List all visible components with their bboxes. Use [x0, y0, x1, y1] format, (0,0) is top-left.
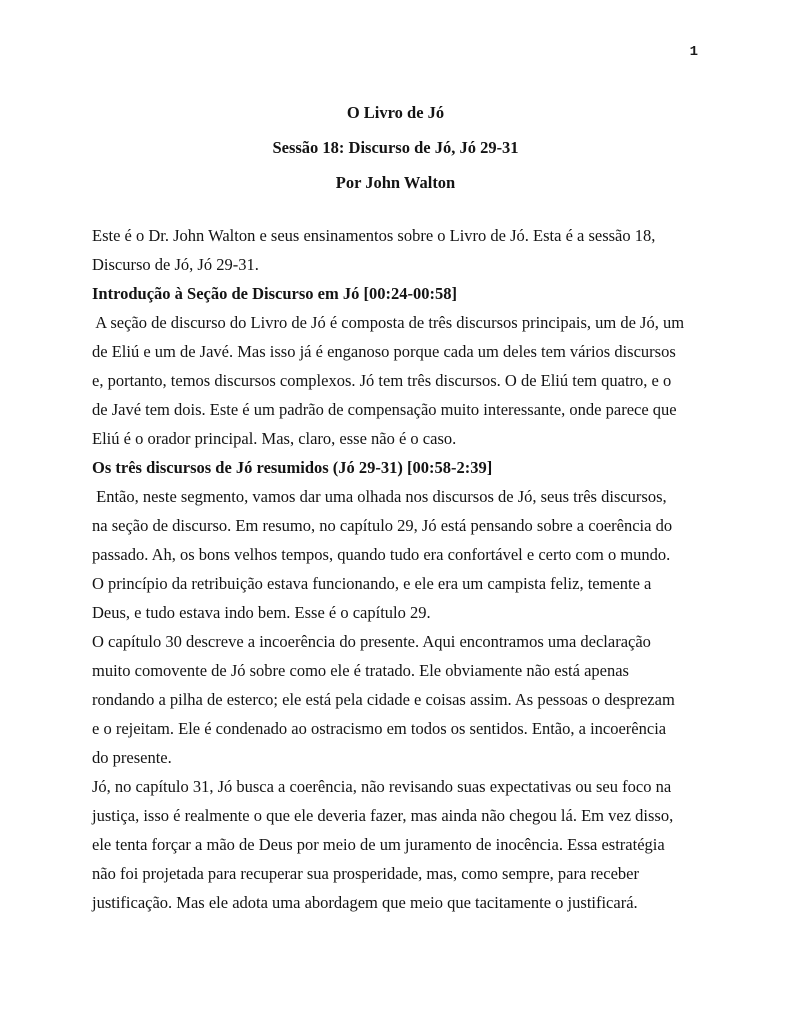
body-line: Deus, e tudo estava indo bem. Esse é o capítulo 29. — [92, 603, 431, 622]
page-number: 1 — [689, 44, 698, 60]
document-title: O Livro de Jó — [346, 103, 445, 122]
body-line: de Javé tem dois. Este é um padrão de compensação muito interessante, onde parece que — [92, 400, 677, 419]
body-line: rondando a pilha de esterco; ele está pela cidade e coisas assim. As pessoas o desprezam — [92, 690, 675, 709]
title-block — [0, 95, 791, 200]
document-subtitle: Sessão 18: Discurso de Jó, Jó 29-31 — [272, 138, 519, 157]
body-line: Jó, no capítulo 31, Jó busca a coerência, não revisando suas expectativas ou seu foco na — [92, 777, 672, 796]
body-line: O capítulo 30 descreve a incoerência do presente. Aqui encontramos uma declaração — [92, 632, 651, 651]
body-line: Discurso de Jó, Jó 29-31. — [92, 255, 259, 274]
body-line: Então, neste segmento, vamos dar uma olhada nos discursos de Jó, seus três discursos, — [92, 487, 667, 506]
body-line: justiça, isso é realmente o que ele deveria fazer, mas ainda não chegou lá. Em vez disso, — [92, 806, 674, 825]
body-line: e o rejeitam. Ele é condenado ao ostracismo em todos os sentidos. Então, a incoerência — [92, 719, 667, 738]
document-author: Por John Walton — [335, 173, 456, 192]
body-line: muito comovente de Jó sobre como ele é tratado. Ele obviamente não está apenas — [92, 661, 629, 680]
body-line: do presente. — [92, 748, 172, 767]
body-line: Este é o Dr. John Walton e seus ensinamentos sobre o Livro de Jó. Esta é a sessão 18, — [92, 226, 656, 245]
body-line: de Eliú e um de Javé. Mas isso já é enganoso porque cada um deles tem vários discursos — [92, 342, 676, 361]
body-line: não foi projetada para recuperar sua prosperidade, mas, como sempre, para receber — [92, 864, 639, 883]
section-heading: Os três discursos de Jó resumidos (Jó 29-31) [00:58-2:39] — [92, 458, 493, 477]
document-body — [92, 221, 708, 917]
body-line: e, portanto, temos discursos complexos. Jó tem três discursos. O de Eliú tem quatro, e o — [92, 371, 672, 390]
body-line: passado. Ah, os bons velhos tempos, quando tudo era confortável e certo com o mundo. — [92, 545, 671, 564]
body-line: ele tenta forçar a mão de Deus por meio de um juramento de inocência. Essa estratégia — [92, 835, 665, 854]
body-line: A seção de discurso do Livro de Jó é composta de três discursos principais, um de Jó, um — [92, 313, 685, 332]
body-line: O princípio da retribuição estava funcionando, e ele era um campista feliz, temente a — [92, 574, 652, 593]
body-line: justificação. Mas ele adota uma abordagem que meio que tacitamente o justificará. — [92, 893, 638, 912]
section-heading: Introdução à Seção de Discurso em Jó [00:24-00:58] — [92, 284, 457, 303]
body-line: na seção de discurso. Em resumo, no capítulo 29, Jó está pensando sobre a coerência do — [92, 516, 673, 535]
body-line: Eliú é o orador principal. Mas, claro, esse não é o caso. — [92, 429, 457, 448]
